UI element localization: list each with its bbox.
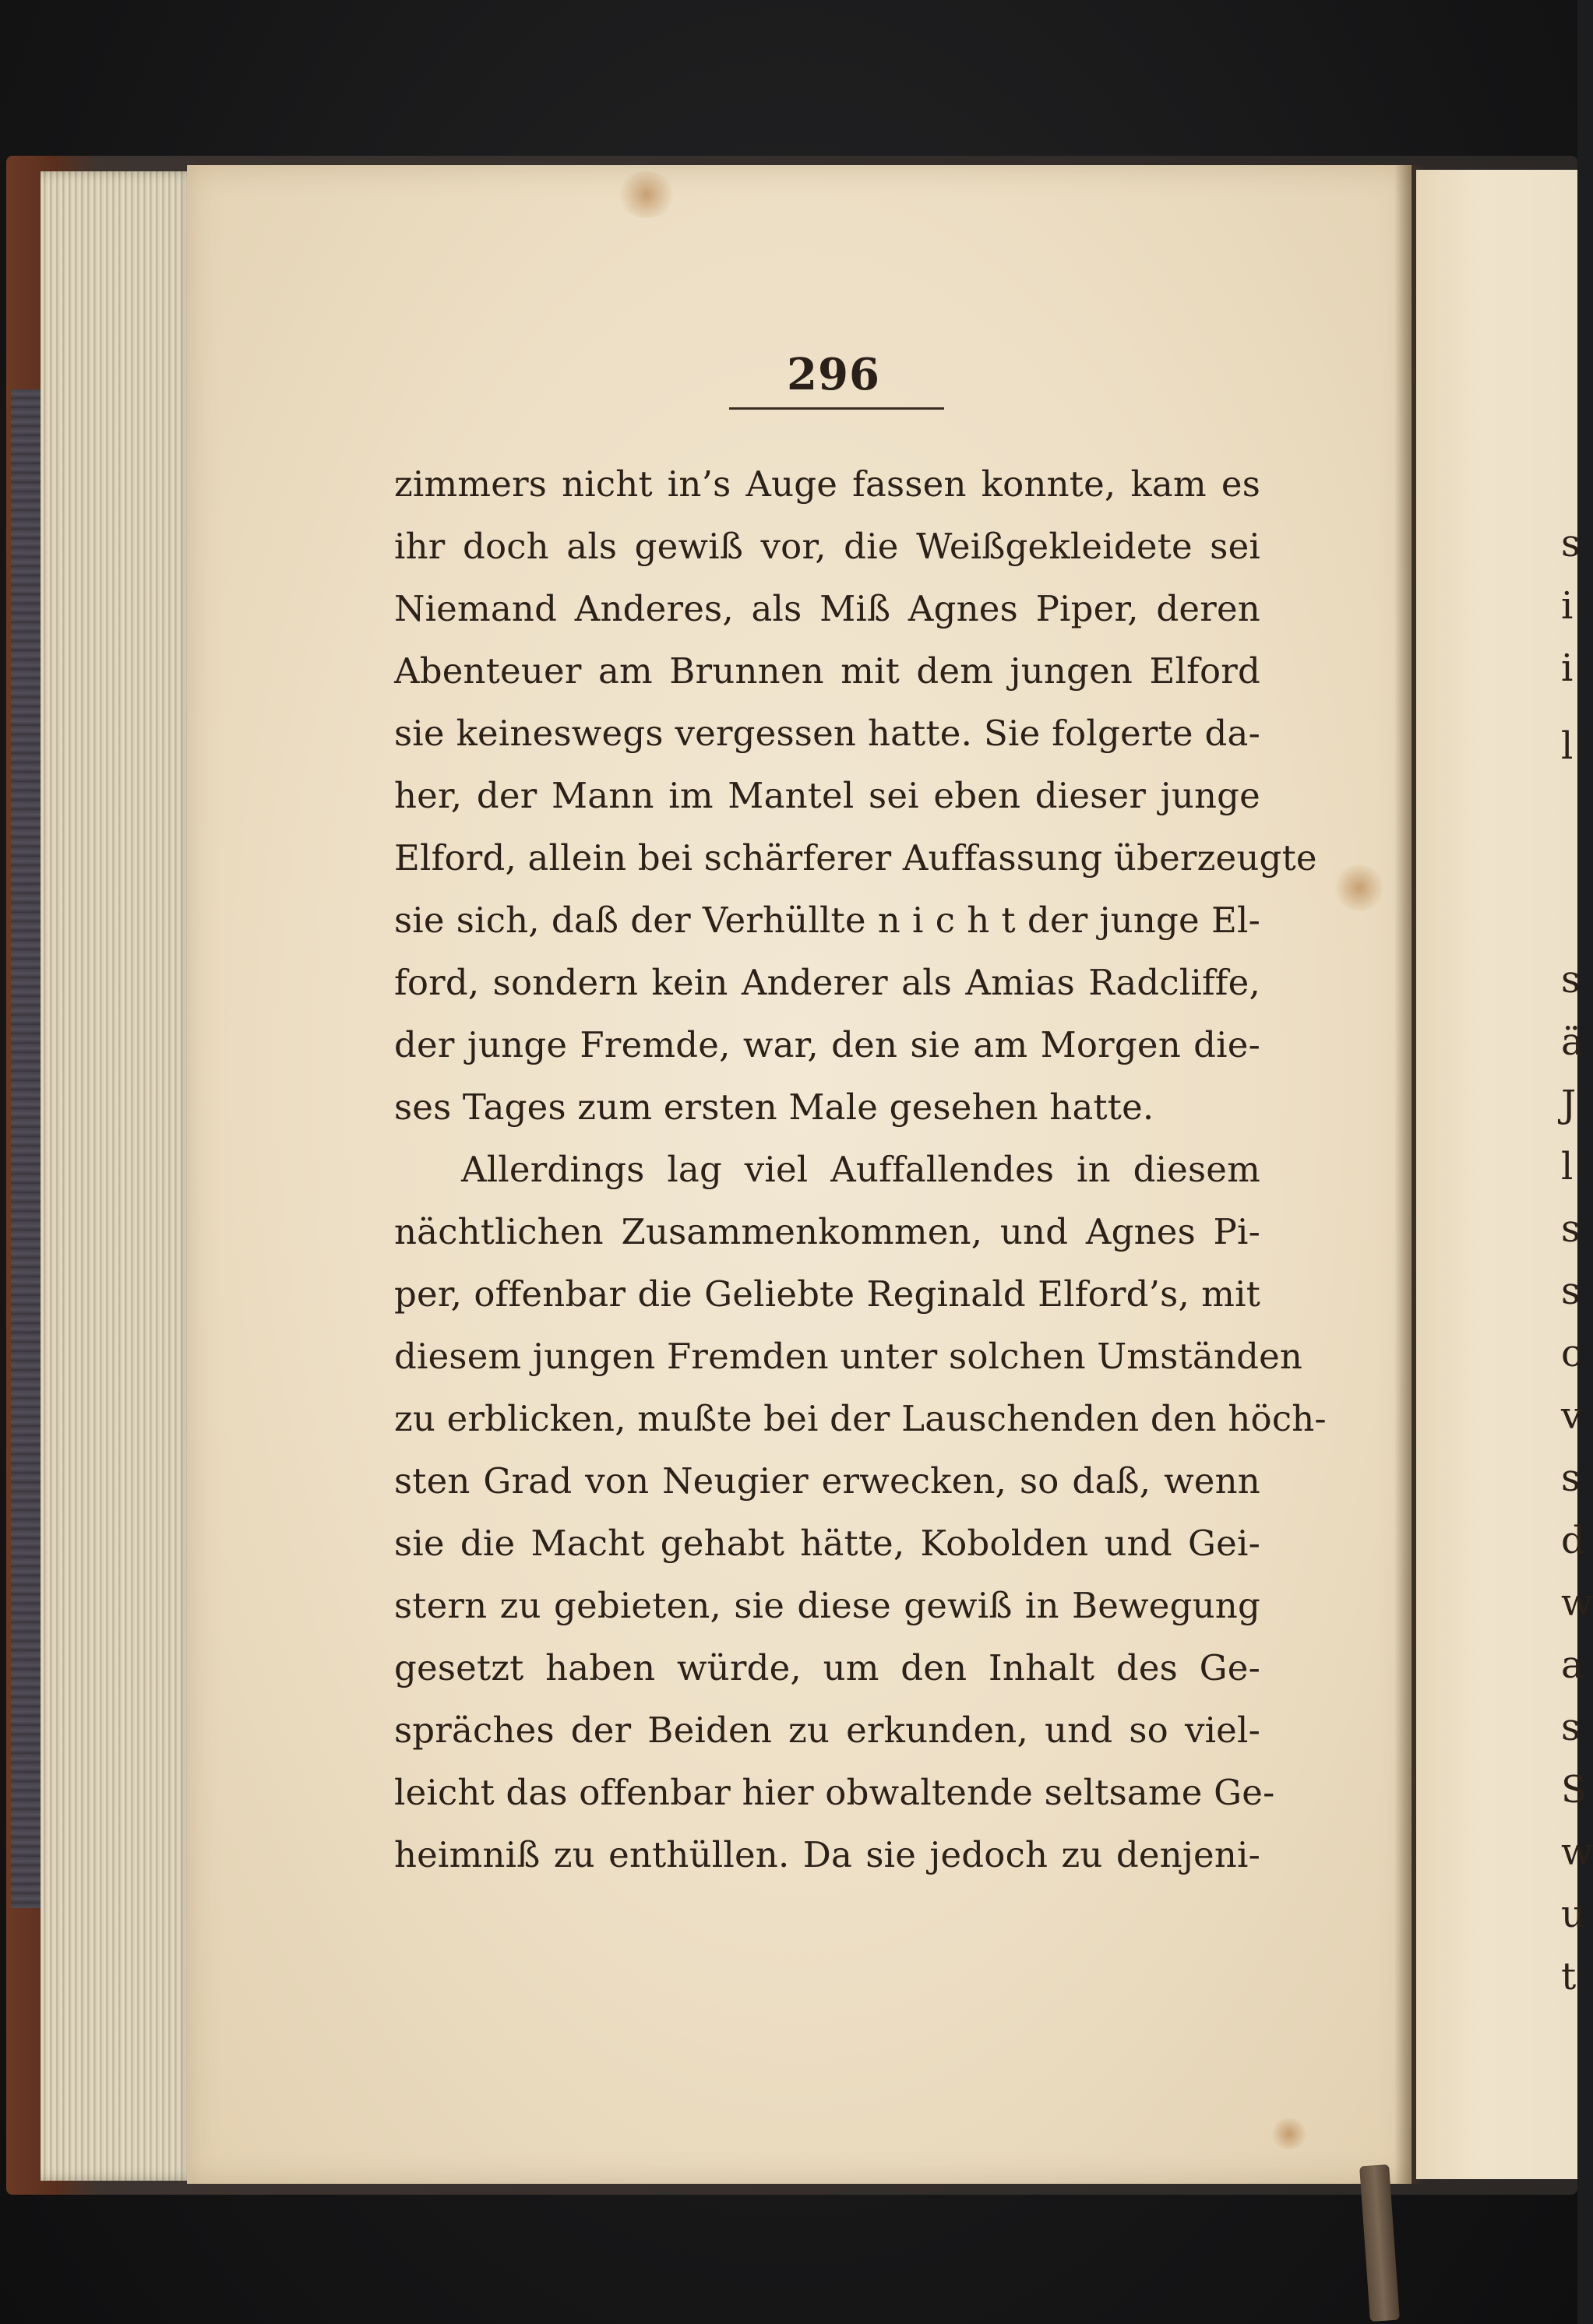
facing-page-fragment: l: [1561, 1145, 1574, 1188]
body-text: [394, 453, 1327, 1886]
text-line: zimmers nicht in’s Auge fassen konnte, kam es: [394, 463, 1260, 505]
text-line: ford, sondern kein Anderer als Amias Radcliffe,: [394, 962, 1260, 1003]
text-line: her, der Mann im Mantel sei eben dieser junge: [394, 775, 1260, 816]
facing-page-fragment: a: [1561, 1643, 1584, 1687]
text-line: ihr doch als gewiß vor, die Weißgekleidete sei: [394, 526, 1260, 567]
facing-page-fragment: v: [1561, 1394, 1583, 1438]
facing-page-fragment: S: [1561, 1768, 1587, 1812]
text-line: Niemand Anderes, als Miß Agnes Piper, deren: [394, 588, 1260, 629]
facing-page-fragment: s: [1561, 1706, 1581, 1749]
facing-page: [1416, 170, 1593, 2179]
text-line: nächtlichen Zusammenkommen, und Agnes Pi-: [394, 1211, 1260, 1252]
text-line: per, offenbar die Geliebte Reginald Elford’s, mit: [394, 1273, 1260, 1315]
facing-page-fragment: w: [1561, 1830, 1593, 1874]
header-rule: [729, 407, 944, 410]
foxing-stain: [1332, 864, 1387, 911]
facing-page-fragment: l: [1561, 724, 1574, 768]
facing-page-fragment: ä: [1561, 1020, 1584, 1064]
text-line: stern zu gebieten, sie diese gewiß in Bewegung: [394, 1585, 1260, 1626]
text-line: ses Tages zum ersten Male gesehen hatte.: [394, 1086, 1154, 1128]
facing-page-fragment: s: [1561, 1207, 1581, 1251]
text-line: diesem jungen Fremden unter solchen Umständen: [394, 1336, 1303, 1377]
facing-page-fragment: c: [1561, 1332, 1582, 1375]
facing-page-fragment: d: [1561, 1519, 1585, 1562]
facing-page-fragment: t: [1561, 1955, 1577, 1998]
facing-page-fragment: i: [1561, 646, 1574, 690]
facing-page-fragment: i: [1561, 584, 1574, 628]
text-line: Allerdings lag viel Auffallendes in diesem: [461, 1149, 1260, 1190]
text-line: zu erblicken, mußte bei der Lauschenden den höch-: [394, 1398, 1327, 1439]
text-line: leicht das offenbar hier obwaltende seltsame Ge-: [394, 1772, 1275, 1813]
facing-page-fragment: J: [1561, 1083, 1577, 1126]
text-line: sie die Macht gehabt hätte, Kobolden und Gei-: [394, 1523, 1260, 1564]
text-line: sie sich, daß der Verhüllte n i c h t der junge El-: [394, 900, 1260, 941]
text-line: spräches der Beiden zu erkunden, und so viel-: [394, 1710, 1260, 1751]
text-line: heimniß zu enthüllen. Da sie jedoch zu denjeni-: [394, 1834, 1260, 1875]
foxing-stain: [615, 171, 678, 218]
facing-page-fragment: w: [1561, 1581, 1593, 1625]
facing-page-fragment: s: [1561, 522, 1581, 565]
foxing-stain: [1270, 2118, 1309, 2150]
text-line: sie keineswegs vergessen hatte. Sie folgerte da-: [394, 713, 1260, 754]
facing-page-fragment: u: [1561, 1893, 1585, 1936]
facing-page-fragment: s: [1561, 1269, 1581, 1313]
text-line: gesetzt haben würde, um den Inhalt des Ge-: [394, 1647, 1260, 1688]
page-edges: [41, 171, 196, 2181]
text-line: Elford, allein bei schärferer Auffassung überzeugte: [394, 837, 1317, 879]
page-number: 296: [787, 349, 880, 400]
text-line: der junge Fremde, war, den sie am Morgen die-: [394, 1024, 1260, 1065]
text-line: sten Grad von Neugier erwecken, so daß, wenn: [394, 1460, 1260, 1502]
facing-page-fragment: s: [1561, 958, 1581, 1002]
facing-page-fragment: s: [1561, 1456, 1581, 1500]
text-line: Abenteuer am Brunnen mit dem jungen Elford: [394, 650, 1260, 692]
